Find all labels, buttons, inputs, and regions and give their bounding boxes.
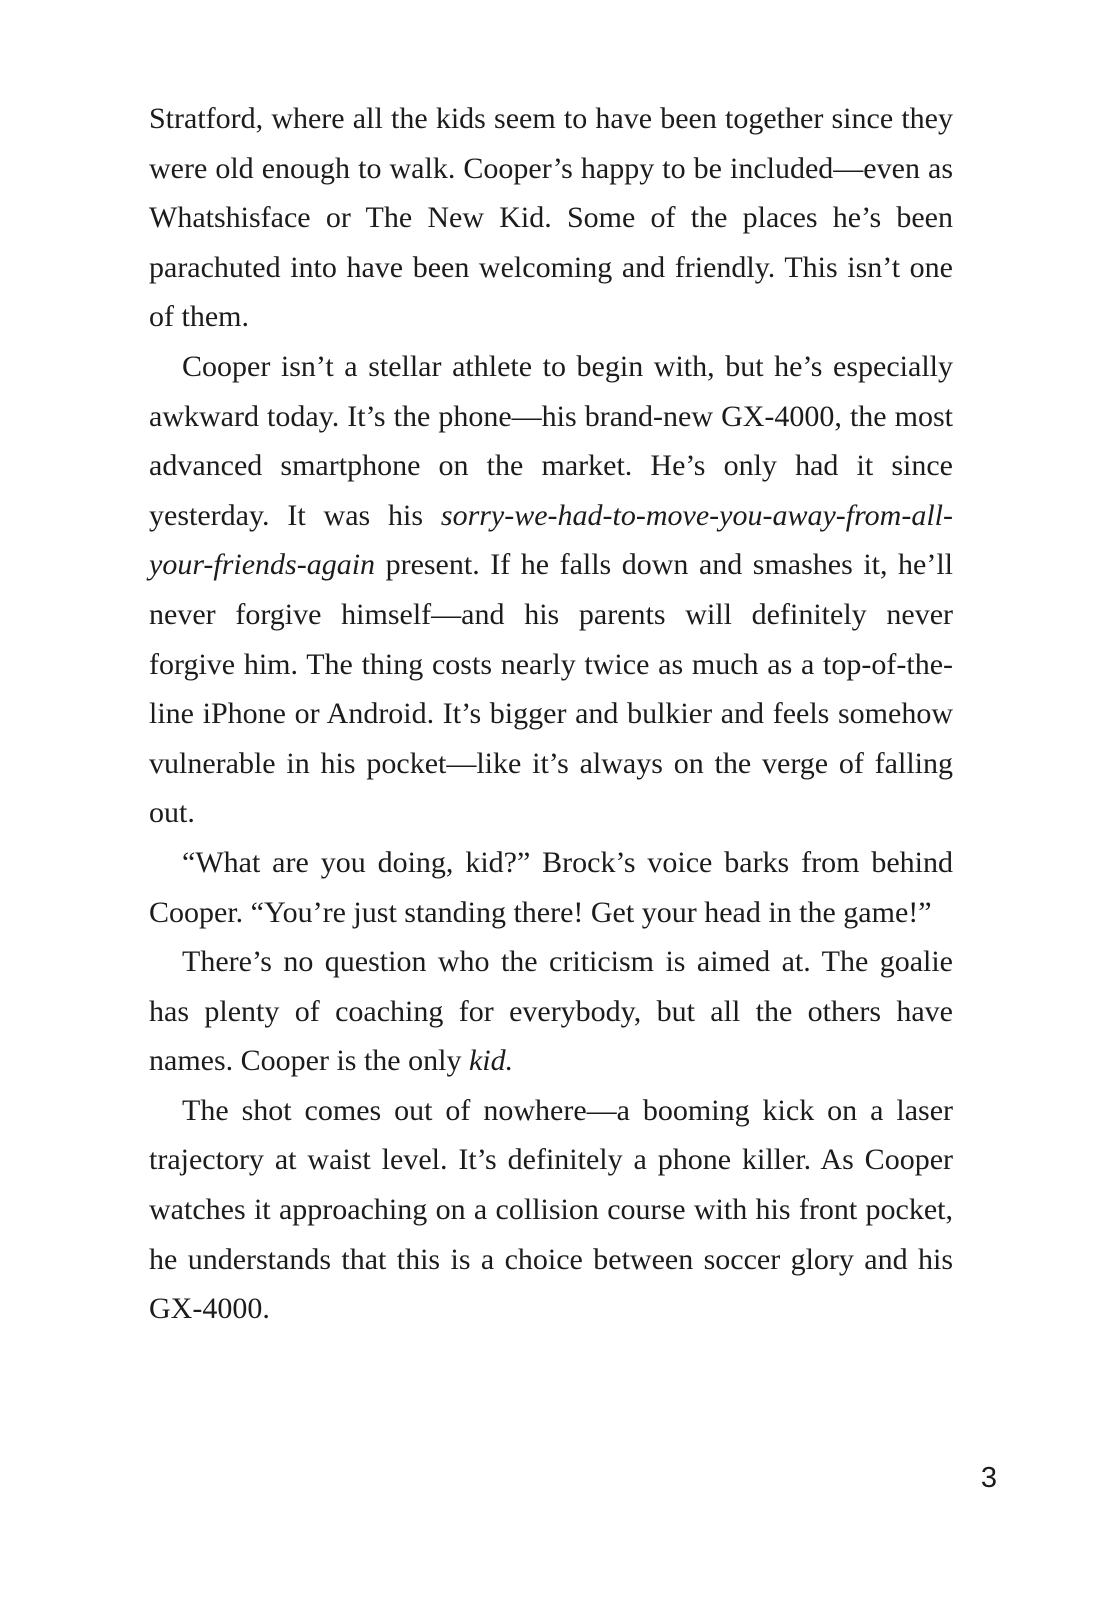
paragraph-5: The shot comes out of nowhere—a booming kick on a laser trajectory at waist level. It’s definitely a phone killer. As Cooper watches it approaching on a collision course with his front pocket, he understands that this is a choice between soccer glory and his GX-4000. (149, 1093, 953, 1326)
paragraph-1: Stratford, where all the kids seem to have been together since they were old enough to walk. Cooper’s happy to be included—even as Whatshisface or The New Kid. Some of the places he’s been parachuted into have been welcoming and friendly. This isn’t one of them. (149, 102, 953, 334)
paragraph-2 (149, 342, 953, 838)
page-number: 3 (980, 1462, 997, 1494)
paragraph-4 (149, 937, 953, 1086)
paragraph-3: “What are you doing, kid?” Brock’s voice barks from behind Cooper. “You’re just standing there! Get your head in the game!” (149, 845, 953, 929)
paragraph-4-text-before: There’s no question who the criticism is aimed at. The goalie has plenty of coaching for everybody, but all the others have names. Cooper is the only (149, 945, 953, 1078)
paragraph-4-italic-word: kid. (468, 1044, 514, 1078)
body-text (149, 94, 953, 1334)
paragraph-2-text-after: present. If he falls down and smashes it, he’ll never forgive himself—and his parents will definitely never forgive him. The thing costs nearly twice as much as a top-of-the-line iPhone or Android. It’s bigger and bulkier and feels somehow vulnerable in his pocket—like it’s always on the verge of falling out. (149, 548, 953, 830)
paragraph-2-text-before: Cooper isn’t a stellar athlete to begin with, but he’s especially awkward today. It’s the phone—his brand-new GX-4000, the most advanced smartphone on the market. He’s only had it since yesterday. It was his (149, 349, 953, 532)
paragraph-2-italic-phrase: sorry-we-had-to-move-you-away-from-all-your-friends-again (149, 498, 953, 582)
